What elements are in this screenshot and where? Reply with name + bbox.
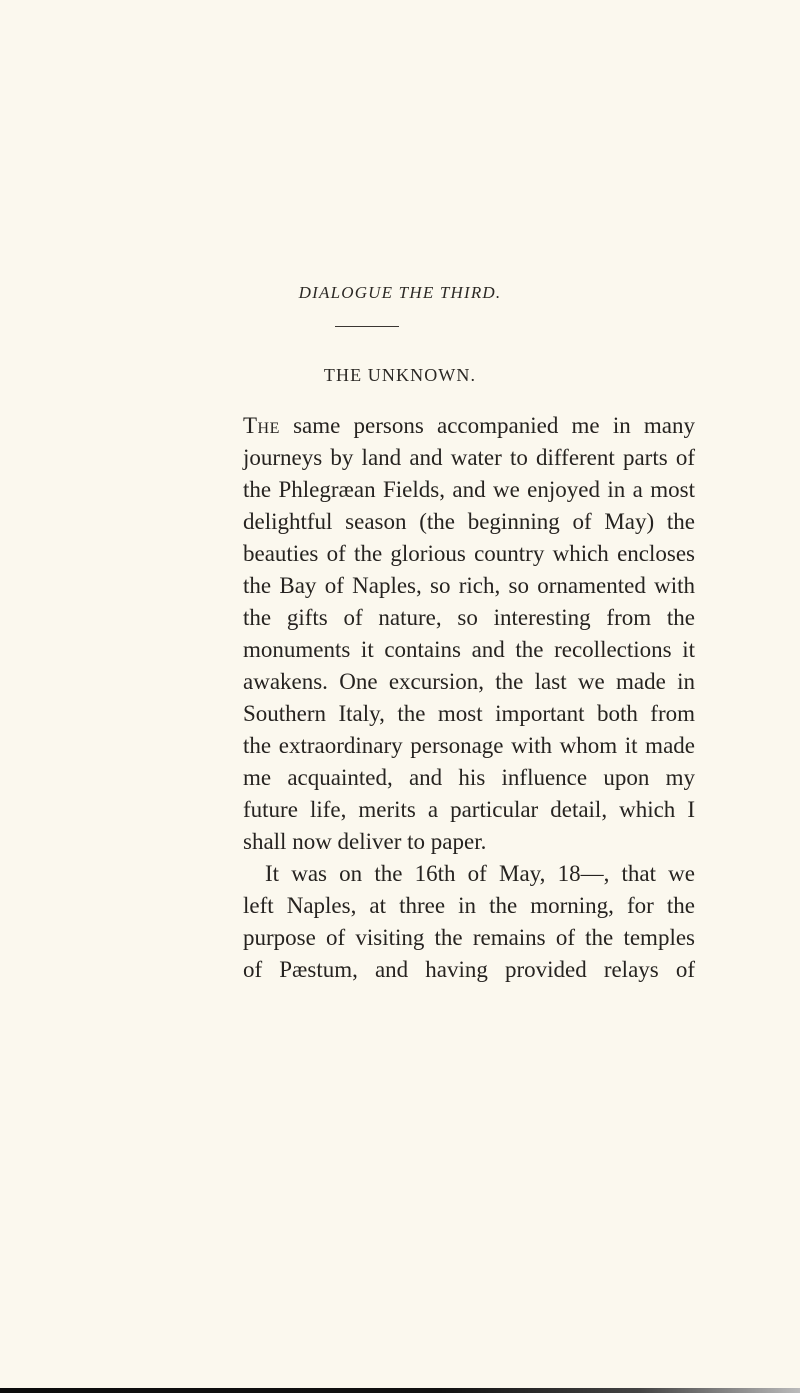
text-line: of Pæstum, and having provided relays of <box>243 957 695 982</box>
text-line: the Phlegræan Fields, and we enjoyed in a most <box>243 477 695 502</box>
text-line: purpose of visiting the remains of the temples <box>243 925 695 950</box>
body-text <box>243 410 695 986</box>
text-line: awakens. One excursion, the last we made in <box>243 669 695 694</box>
text-line: left Naples, at three in the morning, for the <box>243 893 695 918</box>
scan-edge-bar <box>0 1388 800 1393</box>
text-line: future life, merits a particular detail, which I <box>243 797 695 822</box>
text-line: It was on the 16th of May, 18—, that we <box>265 861 695 886</box>
text-line: The same persons accompanied me in many <box>243 413 696 438</box>
text-line: journeys by land and water to different parts of <box>243 445 695 470</box>
text-line: beauties of the glorious country which encloses <box>243 541 695 566</box>
first-word: The <box>243 413 280 438</box>
text-line: the gifts of nature, so interesting from the <box>243 605 695 630</box>
text-line: the Bay of Naples, so rich, so ornamented with <box>243 573 695 598</box>
section-title: THE UNKNOWN. <box>323 365 477 385</box>
text-line: me acquainted, and his influence upon my <box>243 765 695 790</box>
running-title: DIALOGUE THE THIRD. <box>298 283 502 302</box>
title-divider <box>335 326 399 327</box>
text-line: monuments it contains and the recollections it <box>243 637 695 662</box>
text-line: shall now deliver to paper. <box>243 829 487 854</box>
text-line: delightful season (the beginning of May) the <box>243 509 695 534</box>
text-line: the extraordinary personage with whom it made <box>243 733 695 758</box>
text-line: Southern Italy, the most important both from <box>243 701 695 726</box>
